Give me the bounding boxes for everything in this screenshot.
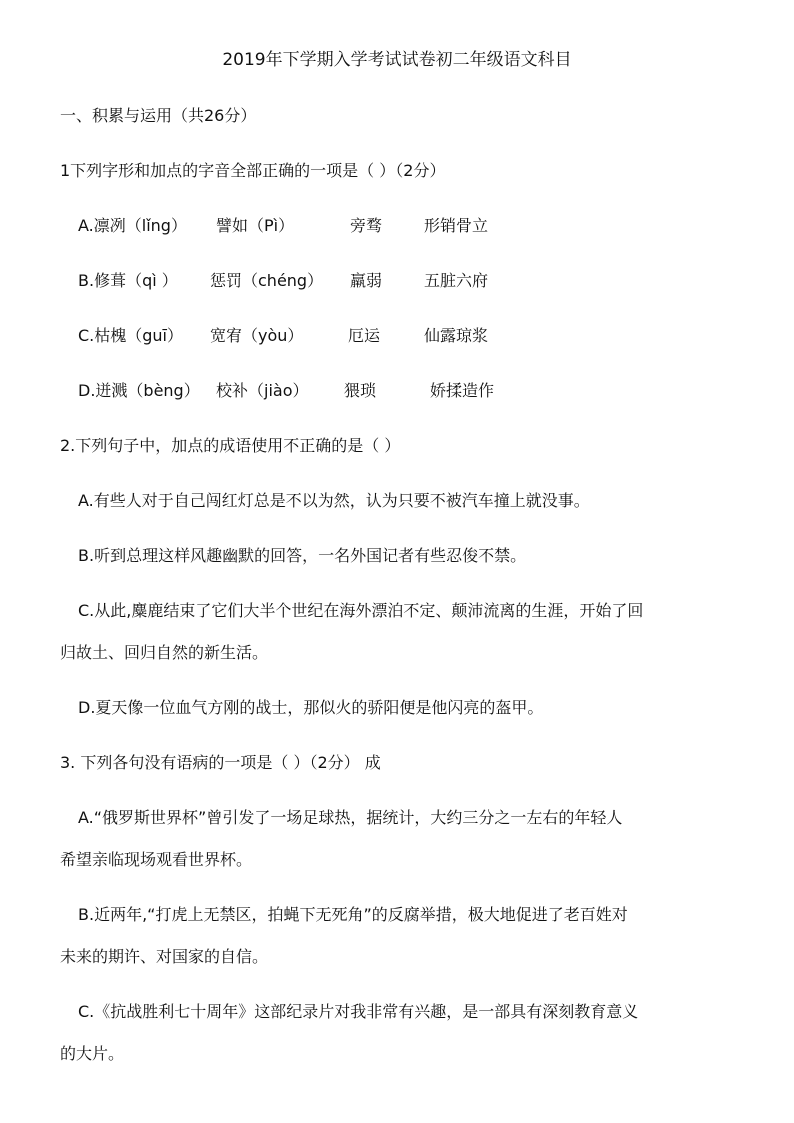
q1-d-word-1: D.迸溅（bèng） (78, 381, 200, 400)
q1-c-word-2: 宽宥（yòu） (210, 326, 304, 345)
q3-option-c-continued: 的大片。 (60, 1044, 125, 1063)
q1-c-word-3: 厄运 (348, 326, 381, 345)
q1-c-word-4: 仙露琼浆 (424, 326, 489, 345)
exam-title: 2019年下学期入学考试试卷初二年级语文科目 (222, 50, 572, 70)
q1-c-word-1: C.枯槐（guī） (78, 326, 184, 345)
question-3-stem: 3. 下列各句没有语病的一项是（ ）（2分） 成 (60, 753, 381, 772)
q2-option-a: A.有些人对于自己闯红灯总是不以为然，认为只要不被汽车撞上就没事。 (78, 491, 590, 510)
q1-option-b (78, 270, 538, 292)
q1-a-word-1: A.凛冽（lǐng） (78, 216, 187, 235)
q3-option-c: C.《抗战胜利七十周年》这部纪录片对我非常有兴趣，是一部具有深刻教育意义 (78, 1002, 639, 1021)
q1-b-word-2: 惩罚（chéng） (210, 271, 324, 290)
q1-option-a (78, 215, 538, 237)
q2-option-c-continued: 归故土、回归自然的新生活。 (60, 643, 269, 662)
q3-option-b: B.近两年,“打虎上无禁区，拍蝇下无死角”的反腐举措，极大地促进了老百姓对 (78, 905, 628, 924)
q3-option-a: A.“俄罗斯世界杯”曾引发了一场足球热，据统计，大约三分之一左右的年轻人 (78, 808, 623, 827)
q1-d-word-2: 校补（jiào） (216, 381, 309, 400)
q1-b-word-3: 羸弱 (350, 271, 383, 290)
q1-b-word-1: B.修葺（qì ） (78, 271, 178, 290)
q1-a-word-3: 旁骛 (350, 216, 383, 235)
q2-option-d: D.夏天像一位血气方刚的战士，那似火的骄阳便是他闪亮的盔甲。 (78, 698, 544, 717)
q2-option-b: B.听到总理这样风趣幽默的回答，一名外国记者有些忍俊不禁。 (78, 546, 527, 565)
question-1-stem: 1下列字形和加点的字音全部正确的一项是（ ）（2分） (60, 161, 446, 180)
q1-a-word-2: 譬如（Pì） (216, 216, 295, 235)
q3-option-b-continued: 未来的期许、对国家的自信。 (60, 947, 269, 966)
section-heading: 一、积累与运用（共26分） (60, 106, 257, 125)
q1-d-word-4: 娇揉造作 (430, 381, 495, 400)
question-2-stem: 2.下列句子中，加点的成语使用不正确的是（ ） (60, 436, 401, 455)
q3-option-a-continued: 希望亲临现场观看世界杯。 (60, 850, 253, 869)
q1-b-word-4: 五脏六府 (424, 271, 489, 290)
q1-d-word-3: 猥琐 (344, 381, 377, 400)
q1-a-word-4: 形销骨立 (424, 216, 489, 235)
q2-option-c: C.从此,麋鹿结束了它们大半个世纪在海外漂泊不定、颠沛流离的生涯，开始了回 (78, 601, 644, 620)
q1-option-d (78, 380, 538, 402)
q1-option-c (78, 325, 538, 347)
